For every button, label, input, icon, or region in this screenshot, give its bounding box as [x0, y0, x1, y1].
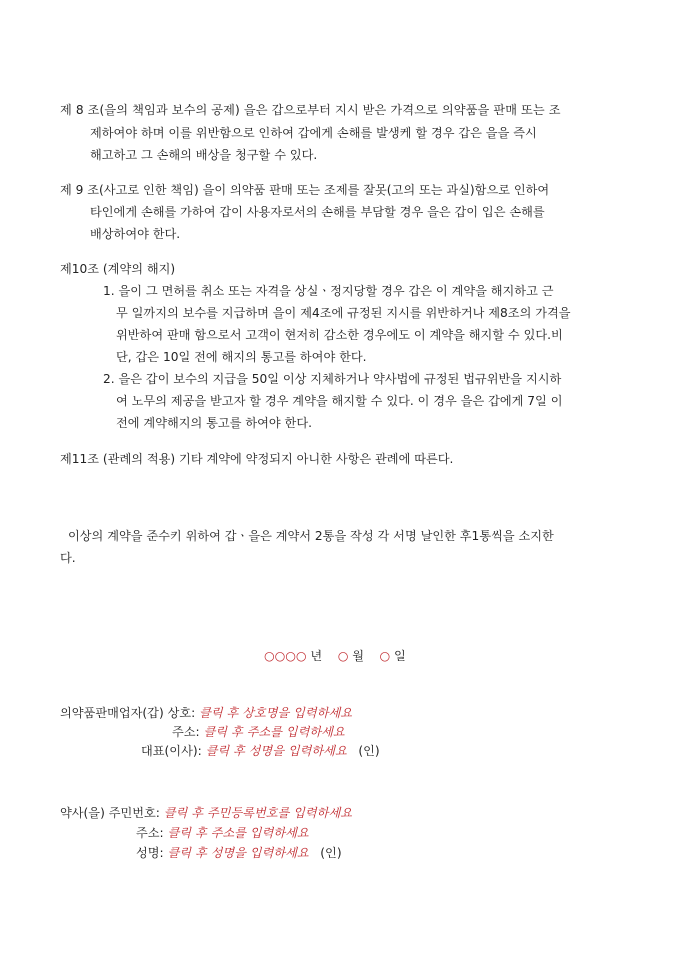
article-9-line-1: 제 9 조(사고로 인한 책임) 을이 의약품 판매 또는 조제를 잘못(고의 또는 과실)함으로 인하여: [60, 183, 550, 197]
article-8-line-1: 제 8 조(을의 책임과 보수의 공제) 을은 갑으로부터 지시 받은 가격으로 의약품을 판매 또는 조: [60, 103, 561, 117]
month-field[interactable]: ○: [337, 649, 349, 663]
article-10-item-1-line-3: 위반하여 판매 함으로서 고객이 현저히 감소한 경우에도 이 계약을 해지할 수 있다.비: [116, 328, 563, 342]
party-a-representative-label: 대표(이사):: [141, 744, 202, 758]
party-b-address-label: 주소:: [136, 826, 164, 840]
year-unit: 년: [310, 649, 323, 663]
article-10-item-2-line-1: 2. 을은 갑이 보수의 지급을 50일 이상 지체하거나 약사법에 규정된 법규위반을 지시하: [103, 372, 562, 386]
article-10-item-1-line-4: 단, 갑은 10일 전에 해지의 통고를 하여야 한다.: [116, 350, 367, 364]
party-b-name-field[interactable]: 클릭 후 성명을 입력하세요: [167, 846, 309, 860]
party-b-address-field[interactable]: 클릭 후 주소를 입력하세요: [167, 826, 309, 840]
closing-line-1: 이상의 계약을 준수키 위하여 갑ㆍ을은 계약서 2통을 작성 각 서명 날인한 후1통씩을 소지한: [68, 529, 554, 543]
article-10-item-1-line-1: 1. 을이 그 면허를 취소 또는 자격을 상실ㆍ정지당할 경우 갑은 이 계약을 해지하고 근: [103, 284, 554, 298]
contract-date: [264, 649, 406, 663]
article-11-line-1: 제11조 (관례의 적용) 기타 계약에 약정되지 아니한 사항은 관례에 따른다.: [60, 452, 454, 466]
article-10-item-2-line-3: 전에 계약해지의 통고를 하여야 한다.: [116, 416, 312, 430]
article-10-item-2-line-2: 여 노무의 제공을 받고자 할 경우 계약을 해지할 수 있다. 이 경우 을은 갑에게 7일 이: [116, 394, 563, 408]
article-10-item-1-line-2: 무 일까지의 보수를 지급하며 을이 제4조에 규정된 지시를 위반하거나 제8조의 가격을: [116, 306, 571, 320]
day-field[interactable]: ○: [379, 649, 391, 663]
article-8-line-3: 해고하고 그 손해의 배상을 청구할 수 있다.: [90, 148, 318, 162]
party-a-address-field[interactable]: 클릭 후 주소를 입력하세요: [203, 725, 345, 739]
party-a-address-label: 주소:: [172, 725, 200, 739]
party-b-label: 약사(을) 주민번호:: [60, 806, 160, 820]
party-b-name-row: [136, 846, 342, 860]
closing-line-2: 다.: [60, 551, 76, 565]
day-unit: 일: [394, 649, 406, 663]
article-9-line-2: 타인에게 손해를 가하여 갑이 사용자로서의 손해를 부담할 경우 을은 갑이 입은 손해를: [90, 205, 545, 219]
party-a-company-row: [60, 706, 352, 720]
party-a-label: 의약품판매업자(갑) 상호:: [60, 706, 196, 720]
party-a-address-row: [172, 725, 345, 739]
party-a-representative-row: [141, 744, 380, 758]
party-b-address-row: [136, 826, 309, 840]
party-a-representative-field[interactable]: 클릭 후 성명을 입력하세요: [205, 744, 347, 758]
party-b-name-label: 성명:: [136, 846, 164, 860]
party-b-id-field[interactable]: 클릭 후 주민등록번호를 입력하세요: [163, 806, 352, 820]
party-b-seal: (인): [320, 846, 342, 860]
article-8-line-2: 제하여야 하며 이를 위반함으로 인하여 갑에게 손해를 발생케 할 경우 갑은 을을 즉시: [90, 126, 537, 140]
party-b-id-row: [60, 806, 352, 820]
article-10-title: 제10조 (계약의 해지): [60, 262, 176, 276]
year-field[interactable]: ○○○○: [264, 649, 307, 663]
party-a-company-field[interactable]: 클릭 후 상호명을 입력하세요: [199, 706, 353, 720]
party-a-seal: (인): [358, 744, 380, 758]
article-9-line-3: 배상하여야 한다.: [90, 227, 181, 241]
month-unit: 월: [352, 649, 364, 663]
